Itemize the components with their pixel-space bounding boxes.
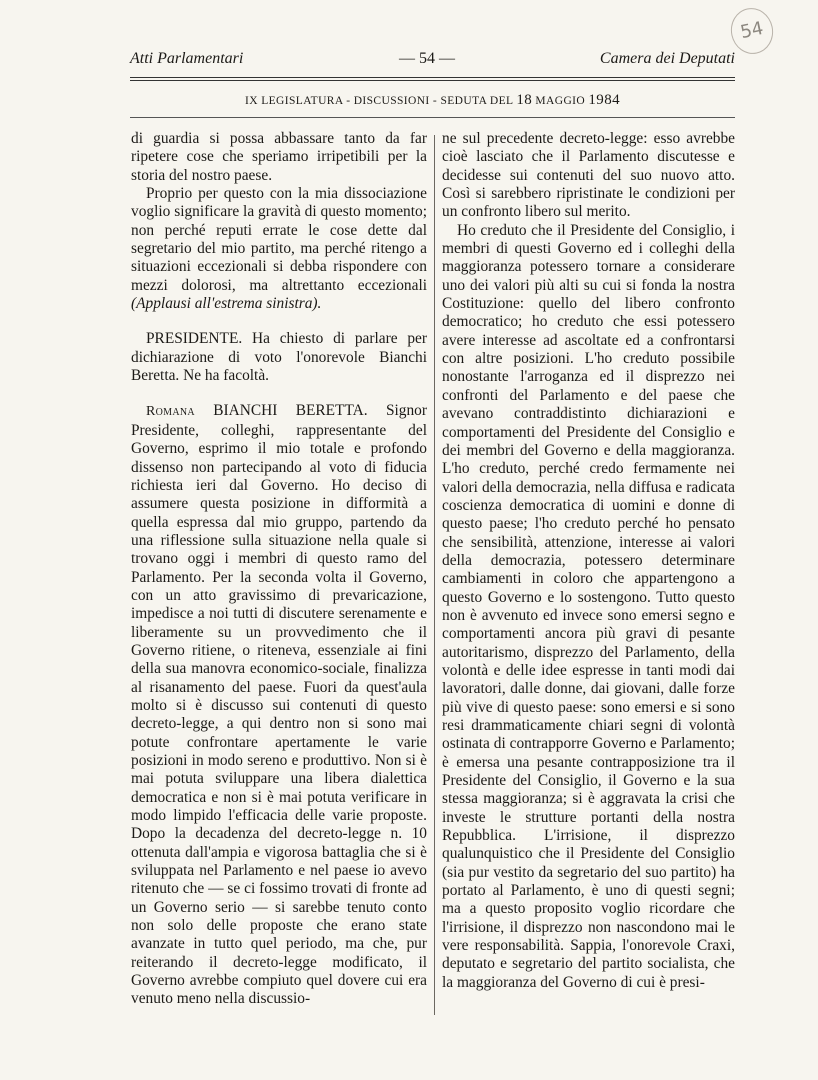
- subheader-rule: [130, 117, 735, 118]
- speaker-surname: BIANCHI BERETTA.: [213, 402, 368, 420]
- left-column: [131, 130, 427, 1009]
- column-divider: [434, 135, 435, 1015]
- header-publication: Atti Parlamentari: [130, 50, 244, 67]
- paragraph: ne sul precedente decreto-legge: esso avrebbe cioè lasciato che il Parlamento discutesse e decidesse sui contenuti del suo nuovo atto. Così si sarebbero ripristinate le condizioni per un confronto libero sul merito.: [442, 130, 735, 221]
- header-chamber: Camera dei Deputati: [599, 50, 735, 67]
- applause-note: (Applausi all'estrema sinistra).: [131, 295, 322, 313]
- header-rule-double: [130, 80, 735, 81]
- session-line: [130, 92, 735, 109]
- paragraph-text: Proprio per questo con la mia dissociazione voglio significare la gravità di questo momento; non perché reputi errate le cose dette dal segretario del mio partito, ma perché ritengo a situazioni eccezionali si debba rispondere con mezzi dolorosi, ma altrettanto eccezionali: [131, 185, 427, 294]
- session-month: MAGGIO: [535, 95, 586, 107]
- paragraph: [131, 185, 427, 313]
- session-year: 1984: [588, 92, 620, 108]
- paragraph-president: PRESIDENTE. Ha chiesto di parlare per dichiarazione di voto l'onorevole Bianchi Beretta. Ne ha facoltà.: [131, 330, 427, 385]
- session-label: IX LEGISLATURA - DISCUSSIONI - SEDUTA DEL: [245, 95, 514, 107]
- paragraph: di guardia si possa abbassare tanto da far ripetere cose che speriamo irripetibili per la storia del nostro paese.: [131, 130, 427, 184]
- page-header: [130, 50, 735, 74]
- handwritten-page-stamp: 54: [727, 4, 778, 58]
- speaker-first-name: Romana: [146, 404, 195, 420]
- paragraph: Ho creduto che il Presidente del Consiglio, i membri di questi Governo ed i colleghi della maggioranza potessero tornare a considerare uno dei valori più alti su cui si fonda la nostra Costituzione: quello del libero confronto democratico; ho creduto che essi potessero avere interesse ad ascoltate ed a confrontarsi con altre posizioni. L'ho creduto possibile nonostante l'arroganza ed il disprezzo nei confronti del Parlamento e del paese che avevano contraddistinto dichiarazioni e comportamenti del Presidente del Consiglio e dei membri del Governo e della maggioranza. L'ho creduto, perché credo fermamente nei valori della democrazia, nella diffusa e radicata coscienza democratica di uomini e donne di questo paese; l'ho creduto perché ho pensato che sensibilità, attenzione, interesse ai valori della democrazia, potessero determinare cambiamenti in coloro che appartengono a questo Governo e lo sostengono. Tutto questo non è avvenuto ed invece sono emersi segno e comportamenti ancora più gravi di pesante autoritarismo, disprezzo del Parlamento, della volontà e delle idee espresse in tanti modi dai lavoratori, dalle donne, dai giovani, dalle forze più vive di questo paese: sono emersi e si sono resi drammaticamente chiari segni di volontà ostinata di contrapporre Governo e Parlamento; è emersa una pesante contrapposizione tra il Presidente del Consiglio, il Governo e la sua stessa maggioranza; si è aggravata la crisi che investe le strutture portanti della nostra Repubblica. L'irrisione, il disprezzo qualunquistico che il Presidente del Consiglio (sia pur vestito da segretario del suo partito) ha portato al Parlamento, è uno di questi segni; ma a questo proposito voglio ricordare che l'irrisione, il disprezzo non nascondono mai le vere responsabilità. Sappia, l'onorevole Craxi, deputato e segretario del partito socialista, che la maggioranza del Governo di cui è presi-: [442, 221, 735, 991]
- paragraph-text: Signor Presidente, colleghi, rappresentante del Governo, esprimo il mio totale e profondo dissenso non partecipando al voto di fiducia richiesta ieri dal Governo. Ho deciso di assumere questa posizione in difformità a quella espressa dal mio gruppo, partendo da una riflessione sulla situazione nella quale si trovano oggi i membri di questo ramo del Parlamento. Per la seconda volta il Governo, con un atto gravissimo di prevaricazione, impedisce a noi tutti di discutere serenamente e liberamente su un provvedimento che il Governo ritiene, o riteneva, essenziale ai fini della sua manovra economico-sociale, finalizza al risanamento del paese. Fuori da quest'aula molto si è discusso sui contenuti di questo decreto-legge, a qui dentro non si sono mai potute confrontare apertamente le varie posizioni in modo sereno e produttivo. Non si è mai potuta sviluppare una libera dialettica democratica e non si è mai potuta verificare in modo limpido l'efficacia delle varie proposte. Dopo la decadenza del decreto-legge n. 10 ottenuta dall'ampia e vigorosa battaglia che si è sviluppata nel Parlamento e nel paese io avevo ritenuto che — se ci fossimo trovati di fronte ad un Governo serio — si sarebbe tenuto conto non solo delle proposte che erano state avanzate in tutto quel periodo, ma che, pur reiterando il decreto-legge modificato, il Governo avrebbe compiuto quel dovere cui era venuto meno nella discussio-: [131, 402, 427, 1008]
- right-column: [442, 130, 735, 992]
- paragraph-speaker: [131, 402, 427, 1008]
- header-rule: [130, 77, 735, 78]
- session-day: 18: [516, 92, 533, 108]
- page-number: — 54 —: [399, 50, 455, 67]
